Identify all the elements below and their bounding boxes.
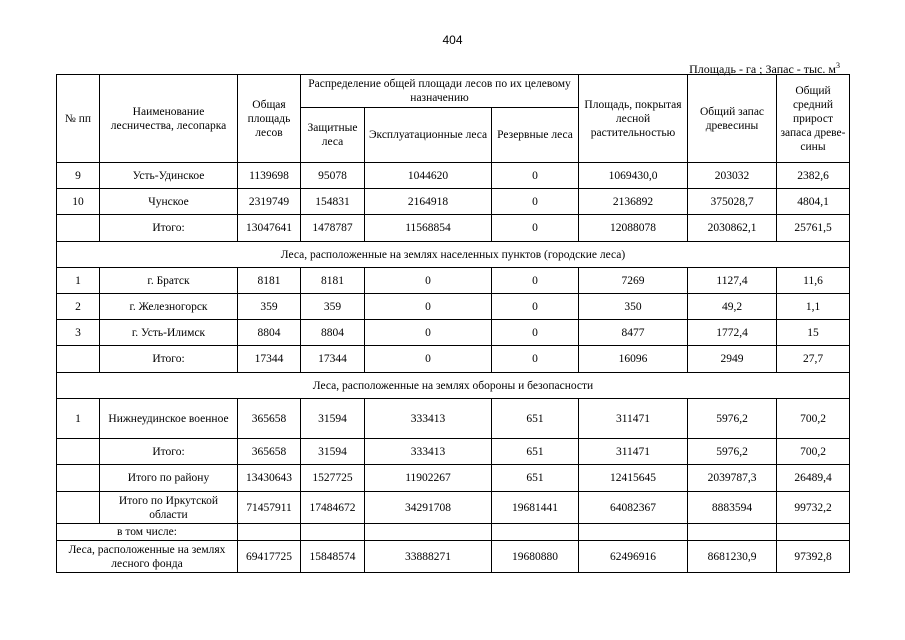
cell-no: 1 [57,268,100,294]
empty-cell [238,524,301,541]
empty-cell [777,524,850,541]
cell-name: г. Железногорск [100,294,238,320]
cell-no [57,465,100,492]
cell-no: 2 [57,294,100,320]
cell-exploitation: 0 [365,268,492,294]
cell-total: 359 [238,294,301,320]
cell-stock: 203032 [688,163,777,189]
cell-total: 8181 [238,268,301,294]
cell-name: Нижнеудинское военное [100,399,238,439]
cell-reserve: 0 [492,294,579,320]
cell-reserve: 651 [492,465,579,492]
cell-name: Итого: [100,346,238,373]
cell-no: 3 [57,320,100,346]
cell-reserve: 0 [492,215,579,242]
cell-growth: 4804,1 [777,189,850,215]
including-row [57,524,850,541]
cell-covered: 16096 [579,346,688,373]
units-superscript: 3 [836,61,840,70]
cell-growth: 1,1 [777,294,850,320]
cell-exploitation: 0 [365,294,492,320]
cell-total: 69417725 [238,541,301,573]
cell-stock: 2949 [688,346,777,373]
cell-no: 10 [57,189,100,215]
cell-covered: 12415645 [579,465,688,492]
header-distribution: Распределение общей площади лесов по их целевому назначению [301,75,579,108]
cell-growth: 27,7 [777,346,850,373]
cell-total: 8804 [238,320,301,346]
cell-covered: 311471 [579,439,688,465]
cell-stock: 1772,4 [688,320,777,346]
cell-growth: 25761,5 [777,215,850,242]
cell-covered: 7269 [579,268,688,294]
cell-reserve: 19681441 [492,492,579,524]
cell-protective: 1527725 [301,465,365,492]
cell-covered: 311471 [579,399,688,439]
forest-area-table [56,74,850,573]
empty-cell [579,524,688,541]
section-row-urban [57,242,850,268]
cell-protective: 8804 [301,320,365,346]
cell-total: 2319749 [238,189,301,215]
empty-cell [301,524,365,541]
cell-reserve: 19680880 [492,541,579,573]
cell-reserve: 651 [492,399,579,439]
section-title-urban: Леса, расположенные на землях населенных пунктов (городские леса) [57,242,850,268]
cell-reserve: 651 [492,439,579,465]
cell-growth: 99732,2 [777,492,850,524]
cell-total: 365658 [238,399,301,439]
cell-stock: 1127,4 [688,268,777,294]
cell-growth: 26489,4 [777,465,850,492]
section-title-defense: Леса, расположенные на землях обороны и безопасности [57,373,850,399]
cell-growth: 700,2 [777,439,850,465]
cell-exploitation: 11568854 [365,215,492,242]
header-total-area: Общая площадь лесов [238,75,301,163]
table-row [57,268,850,294]
empty-cell [365,524,492,541]
cell-no [57,346,100,373]
cell-exploitation: 0 [365,320,492,346]
cell-protective: 359 [301,294,365,320]
cell-name: Итого: [100,215,238,242]
cell-covered: 2136892 [579,189,688,215]
cell-name: Леса, расположенные на землях лесного фонда [57,541,238,573]
cell-protective: 8181 [301,268,365,294]
cell-protective: 154831 [301,189,365,215]
cell-total: 13047641 [238,215,301,242]
cell-growth: 11,6 [777,268,850,294]
cell-protective: 1478787 [301,215,365,242]
cell-total: 17344 [238,346,301,373]
cell-name: г. Усть-Илимск [100,320,238,346]
district-total-row [57,465,850,492]
cell-stock: 375028,7 [688,189,777,215]
cell-stock: 5976,2 [688,439,777,465]
header-exploitation: Эксплуатационные леса [365,108,492,163]
page-number: 404 [442,33,463,47]
cell-covered: 350 [579,294,688,320]
cell-total: 1139698 [238,163,301,189]
cell-name: Чунское [100,189,238,215]
cell-no [57,492,100,524]
header-growth: Общий средний прирост запаса древе-сины [777,75,850,163]
cell-growth: 2382,6 [777,163,850,189]
header-total-stock: Общий запас древесины [688,75,777,163]
cell-no: 1 [57,399,100,439]
cell-stock: 2030862,1 [688,215,777,242]
region-total-row [57,492,850,524]
cell-exploitation: 11902267 [365,465,492,492]
forest-fund-row [57,541,850,573]
including-label: в том числе: [57,524,238,541]
section-row-defense [57,373,850,399]
table-row [57,294,850,320]
cell-total: 13430643 [238,465,301,492]
cell-exploitation: 333413 [365,399,492,439]
table-row [57,215,850,242]
table-row [57,320,850,346]
header-no: № пп [57,75,100,163]
cell-name: Итого: [100,439,238,465]
cell-protective: 31594 [301,439,365,465]
cell-exploitation: 33888271 [365,541,492,573]
cell-no [57,439,100,465]
cell-name: Итого по Иркутской области [100,492,238,524]
table-row [57,439,850,465]
cell-protective: 31594 [301,399,365,439]
cell-protective: 95078 [301,163,365,189]
table-row [57,399,850,439]
cell-covered: 12088078 [579,215,688,242]
cell-exploitation: 0 [365,346,492,373]
cell-growth: 700,2 [777,399,850,439]
cell-name: Усть-Удинское [100,163,238,189]
cell-name: г. Братск [100,268,238,294]
cell-exploitation: 34291708 [365,492,492,524]
cell-stock: 2039787,3 [688,465,777,492]
cell-covered: 64082367 [579,492,688,524]
cell-reserve: 0 [492,320,579,346]
cell-name: Итого по району [100,465,238,492]
cell-stock: 5976,2 [688,399,777,439]
cell-reserve: 0 [492,163,579,189]
cell-protective: 15848574 [301,541,365,573]
cell-covered: 1069430,0 [579,163,688,189]
empty-cell [492,524,579,541]
cell-no: 9 [57,163,100,189]
cell-exploitation: 2164918 [365,189,492,215]
cell-protective: 17344 [301,346,365,373]
cell-reserve: 0 [492,346,579,373]
cell-growth: 15 [777,320,850,346]
cell-total: 71457911 [238,492,301,524]
cell-covered: 62496916 [579,541,688,573]
cell-covered: 8477 [579,320,688,346]
cell-no [57,215,100,242]
header-name: Наименование лесничества, лесопарка [100,75,238,163]
cell-total: 365658 [238,439,301,465]
cell-stock: 49,2 [688,294,777,320]
cell-growth: 97392,8 [777,541,850,573]
header-protective: Защитные леса [301,108,365,163]
header-reserve: Резервные леса [492,108,579,163]
cell-protective: 17484672 [301,492,365,524]
cell-reserve: 0 [492,268,579,294]
table-row [57,163,850,189]
cell-reserve: 0 [492,189,579,215]
empty-cell [688,524,777,541]
cell-exploitation: 333413 [365,439,492,465]
cell-exploitation: 1044620 [365,163,492,189]
cell-stock: 8883594 [688,492,777,524]
table-row [57,189,850,215]
header-covered-area: Площадь, покрытая лесной растительностью [579,75,688,163]
table-row [57,346,850,373]
cell-stock: 8681230,9 [688,541,777,573]
units-text: Площадь - га ; Запас - тыс. м [689,62,836,76]
